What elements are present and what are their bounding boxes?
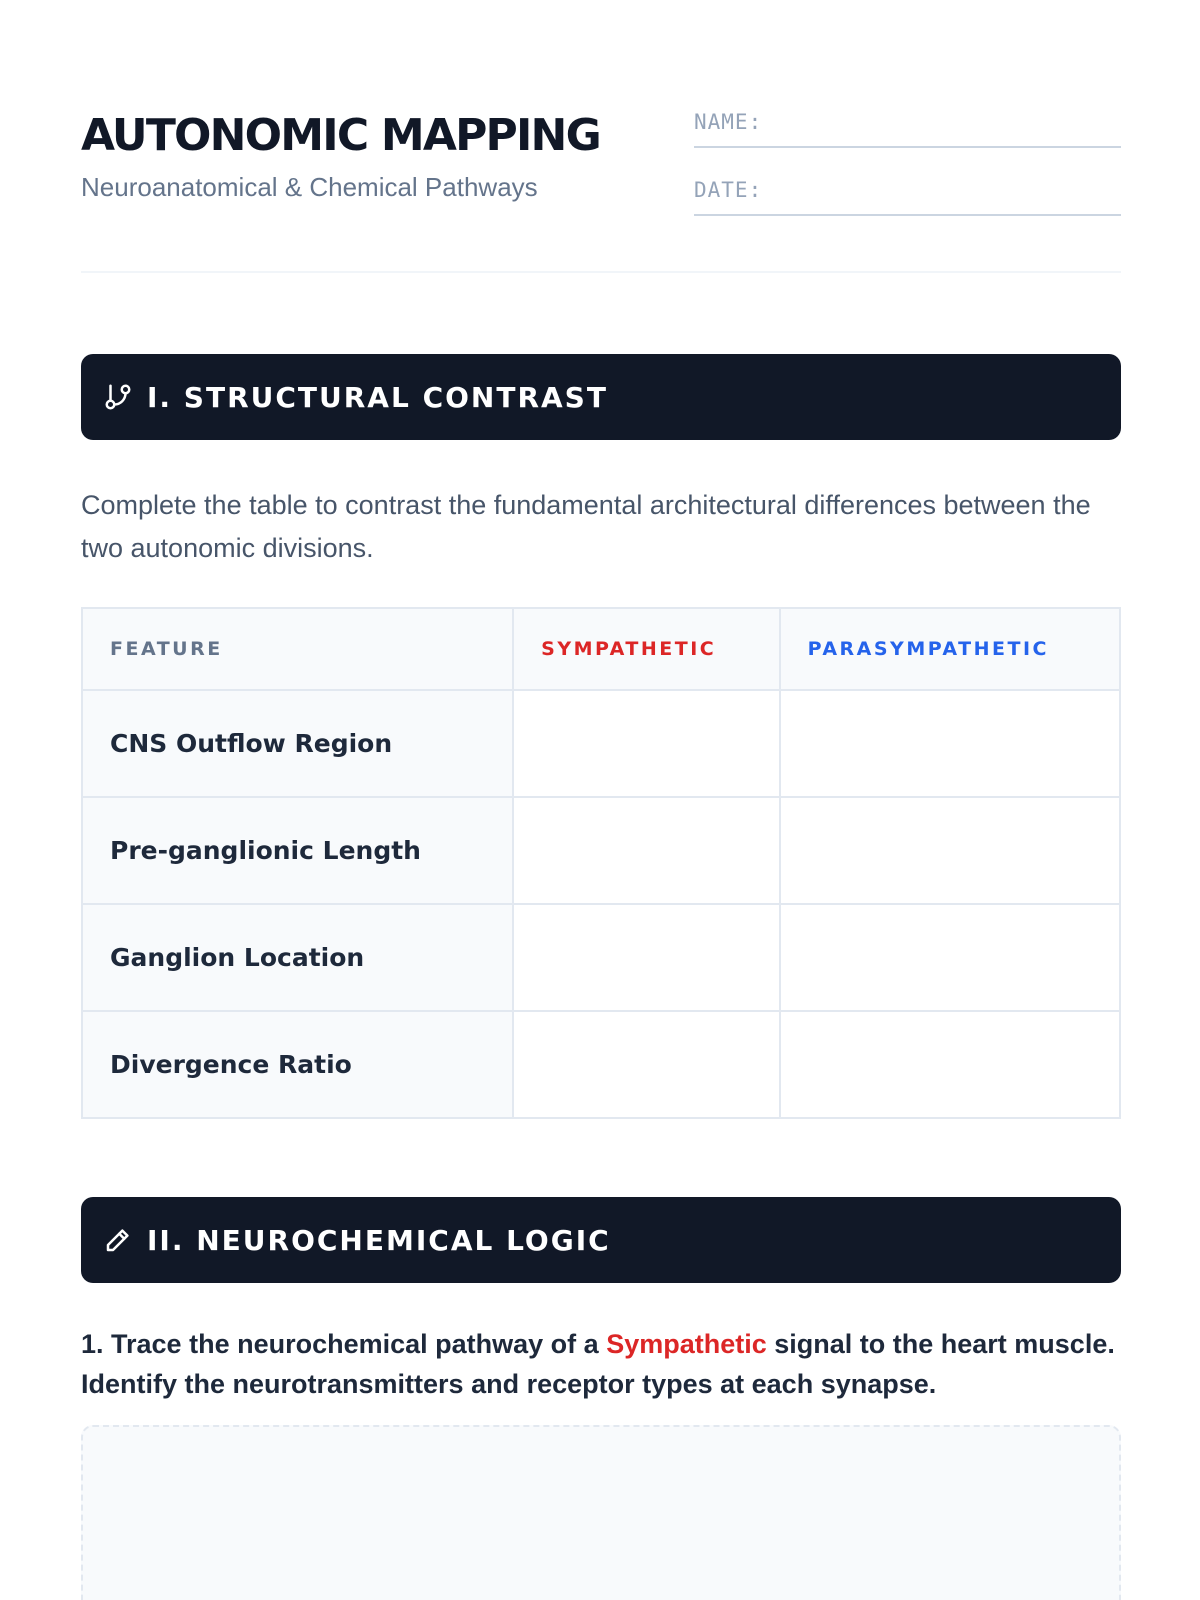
answer-box[interactable] bbox=[81, 1425, 1121, 1600]
section-title: II. NEUROCHEMICAL LOGIC bbox=[147, 1223, 611, 1257]
feature-cell bbox=[83, 691, 512, 796]
worksheet-header bbox=[81, 108, 1121, 278]
table-row bbox=[83, 689, 1119, 796]
question-text-suffix: signal to the heart muscle. Identify the neurotransmitters and receptor types at each synapse. bbox=[81, 1329, 1115, 1399]
section-neurochemical-logic-banner bbox=[81, 1197, 1121, 1283]
name-label: NAME: bbox=[694, 110, 763, 134]
table-row bbox=[83, 1010, 1119, 1117]
parasympathetic-answer-cell[interactable] bbox=[779, 905, 1119, 1010]
feature-cell bbox=[83, 905, 512, 1010]
header-cell-parasympathetic bbox=[779, 609, 1119, 689]
section-structural-contrast-banner bbox=[81, 354, 1121, 440]
feature-label: Pre-ganglionic Length bbox=[110, 836, 421, 865]
column-header-parasympathetic: PARASYMPATHETIC bbox=[807, 638, 1049, 660]
feature-cell bbox=[83, 798, 512, 903]
contrast-table bbox=[81, 607, 1121, 1119]
section-intro: Complete the table to contrast the fundamental architectural differences between the two autonomic divisions. bbox=[81, 490, 1091, 563]
column-header-feature: FEATURE bbox=[110, 638, 223, 660]
sympathetic-answer-cell[interactable] bbox=[512, 1012, 779, 1117]
header-cell-feature bbox=[83, 609, 512, 689]
feature-cell bbox=[83, 1012, 512, 1117]
question-1 bbox=[81, 1324, 1121, 1404]
git-branch-icon bbox=[103, 382, 133, 412]
page-title: AUTONOMIC MAPPING bbox=[81, 110, 600, 161]
date-label: DATE: bbox=[694, 178, 763, 202]
date-field[interactable] bbox=[694, 176, 1121, 216]
question-highlight: Sympathetic bbox=[606, 1329, 767, 1359]
section-title: I. STRUCTURAL CONTRAST bbox=[147, 380, 608, 414]
parasympathetic-answer-cell[interactable] bbox=[779, 691, 1119, 796]
header-cell-sympathetic bbox=[512, 609, 779, 689]
sympathetic-answer-cell[interactable] bbox=[512, 691, 779, 796]
feature-label: CNS Outflow Region bbox=[110, 729, 393, 758]
sympathetic-answer-cell[interactable] bbox=[512, 798, 779, 903]
header-divider bbox=[81, 271, 1121, 273]
column-header-sympathetic: SYMPATHETIC bbox=[541, 638, 717, 660]
feature-label: Ganglion Location bbox=[110, 943, 365, 972]
parasympathetic-answer-cell[interactable] bbox=[779, 798, 1119, 903]
table-header-row bbox=[83, 609, 1119, 689]
table-row bbox=[83, 903, 1119, 1010]
table-row bbox=[83, 796, 1119, 903]
name-field[interactable] bbox=[694, 108, 1121, 148]
sympathetic-answer-cell[interactable] bbox=[512, 905, 779, 1010]
question-text-prefix: 1. Trace the neurochemical pathway of a bbox=[81, 1329, 607, 1359]
feature-label: Divergence Ratio bbox=[110, 1050, 352, 1079]
parasympathetic-answer-cell[interactable] bbox=[779, 1012, 1119, 1117]
pipette-icon bbox=[103, 1225, 133, 1255]
page-subtitle: Neuroanatomical & Chemical Pathways bbox=[81, 172, 538, 202]
